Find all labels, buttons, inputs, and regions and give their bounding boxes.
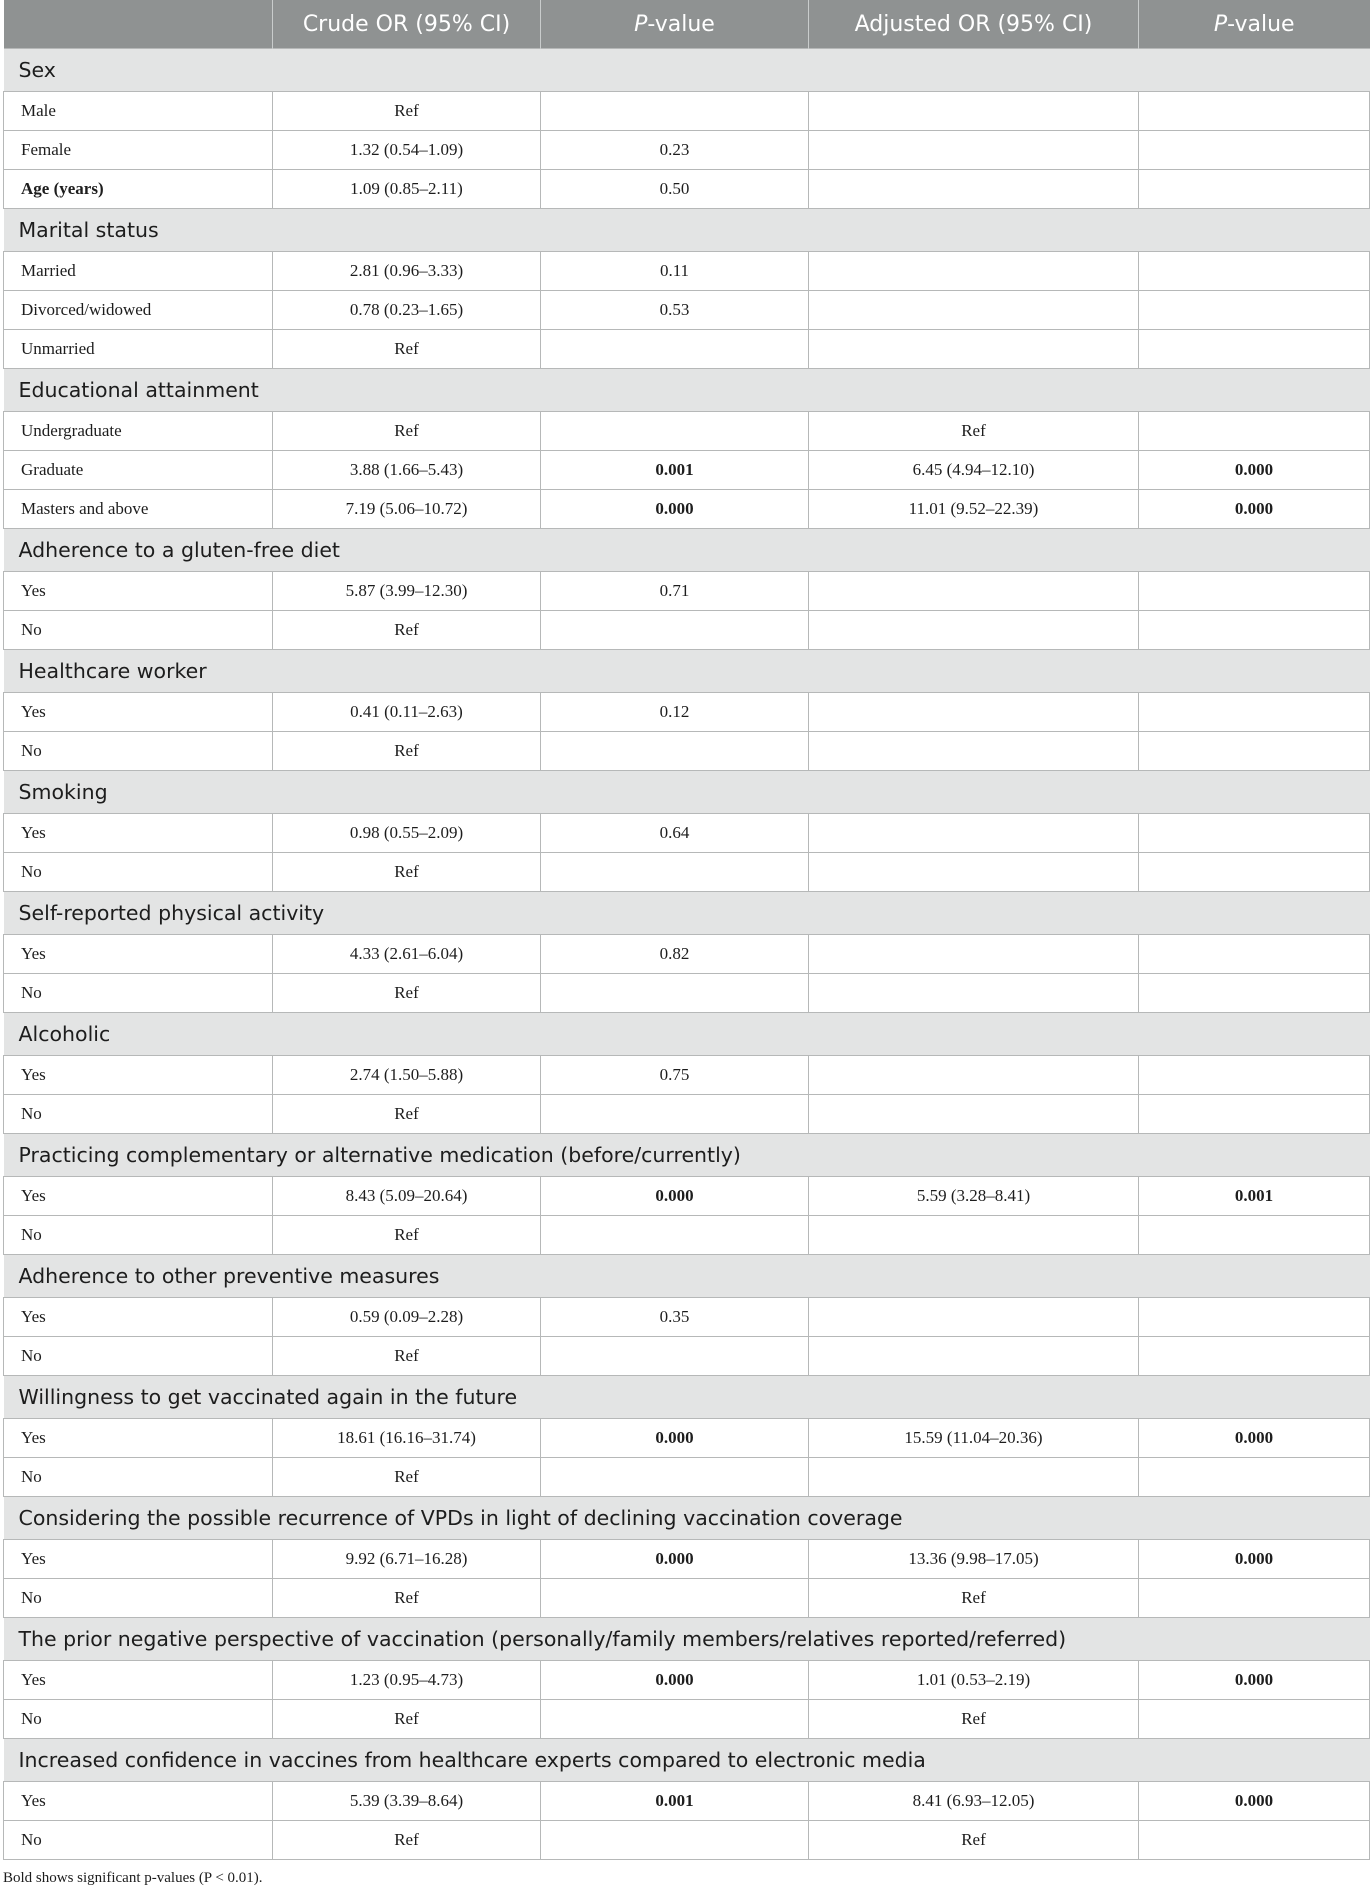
crude-or-cell: 2.74 (1.50–5.88): [273, 1056, 541, 1095]
adjusted-or-cell: 15.59 (11.04–20.36): [809, 1419, 1139, 1458]
table-row: [4, 1458, 1370, 1497]
row-label: Graduate: [4, 451, 273, 490]
adjusted-or-cell: 8.41 (6.93–12.05): [809, 1782, 1139, 1821]
p-value-cell: 0.75: [541, 1056, 809, 1095]
table-row: [4, 1782, 1370, 1821]
table-row: [4, 490, 1370, 529]
row-label: No: [4, 1458, 273, 1497]
row-label: Male: [4, 92, 273, 131]
group-label: Increased confidence in vaccines from healthcare experts compared to electronic media: [4, 1739, 1370, 1782]
group-header-row: [4, 369, 1370, 412]
adjusted-p-value-cell: [1139, 170, 1370, 209]
table-row: [4, 693, 1370, 732]
row-label: No: [4, 853, 273, 892]
table-row: [4, 1821, 1370, 1860]
group-header-row: [4, 209, 1370, 252]
row-label: Yes: [4, 1298, 273, 1337]
table-row: [4, 1095, 1370, 1134]
table-row: [4, 92, 1370, 131]
p-value-cell: 0.53: [541, 291, 809, 330]
adjusted-p-value-cell: [1139, 1056, 1370, 1095]
table-row: [4, 291, 1370, 330]
crude-or-cell: Ref: [273, 1700, 541, 1739]
row-label: No: [4, 1216, 273, 1255]
table-row: [4, 1337, 1370, 1376]
adjusted-p-value-cell: [1139, 974, 1370, 1013]
group-header-row: [4, 1255, 1370, 1298]
row-label: No: [4, 611, 273, 650]
group-header-row: [4, 771, 1370, 814]
p-value-cell: [541, 1458, 809, 1497]
adjusted-p-value-cell: [1139, 853, 1370, 892]
crude-or-cell: 7.19 (5.06–10.72): [273, 490, 541, 529]
adjusted-or-cell: [809, 1056, 1139, 1095]
adjusted-p-value-cell: [1139, 1700, 1370, 1739]
group-label: Sex: [4, 49, 1370, 92]
p-value-cell: 0.001: [541, 451, 809, 490]
row-label: Yes: [4, 935, 273, 974]
table-row: [4, 1661, 1370, 1700]
p-value-cell: 0.000: [541, 1661, 809, 1700]
adjusted-p-value-cell: [1139, 1095, 1370, 1134]
group-label: Willingness to get vaccinated again in the future: [4, 1376, 1370, 1419]
crude-or-cell: 5.87 (3.99–12.30): [273, 572, 541, 611]
p-value-cell: [541, 412, 809, 451]
p-value-cell: [541, 853, 809, 892]
crude-or-cell: 3.88 (1.66–5.43): [273, 451, 541, 490]
table-row: [4, 170, 1370, 209]
group-label: Considering the possible recurrence of VPDs in light of declining vaccination coverage: [4, 1497, 1370, 1540]
crude-or-cell: Ref: [273, 330, 541, 369]
table-row: [4, 1298, 1370, 1337]
p-value-cell: [541, 732, 809, 771]
row-label: Yes: [4, 1177, 273, 1216]
adjusted-p-value-cell: [1139, 814, 1370, 853]
row-label: Female: [4, 131, 273, 170]
group-header-row: [4, 1618, 1370, 1661]
adjusted-or-cell: [809, 935, 1139, 974]
p-value-cell: [541, 1700, 809, 1739]
adjusted-p-value-cell: 0.000: [1139, 490, 1370, 529]
adjusted-or-cell: Ref: [809, 1579, 1139, 1618]
group-label: The prior negative perspective of vaccination (personally/family members/relatives reported/referred): [4, 1618, 1370, 1661]
crude-or-cell: 0.59 (0.09–2.28): [273, 1298, 541, 1337]
p-value-cell: 0.000: [541, 1419, 809, 1458]
table-row: [4, 974, 1370, 1013]
adjusted-or-cell: [809, 330, 1139, 369]
crude-or-cell: 18.61 (16.16–31.74): [273, 1419, 541, 1458]
crude-or-cell: Ref: [273, 1095, 541, 1134]
row-label: Yes: [4, 572, 273, 611]
adjusted-p-value-cell: 0.000: [1139, 451, 1370, 490]
crude-or-cell: Ref: [273, 92, 541, 131]
table-row: [4, 1540, 1370, 1579]
row-label: Yes: [4, 814, 273, 853]
table-row: [4, 451, 1370, 490]
header-p2-italic: P: [1213, 11, 1228, 37]
table-row: [4, 611, 1370, 650]
crude-or-cell: Ref: [273, 1821, 541, 1860]
header-p-italic: P: [634, 11, 648, 37]
group-header-row: [4, 1134, 1370, 1177]
adjusted-p-value-cell: [1139, 412, 1370, 451]
adjusted-or-cell: Ref: [809, 1821, 1139, 1860]
regression-table: [3, 0, 1370, 1860]
group-label: Smoking: [4, 771, 1370, 814]
p-value-cell: 0.64: [541, 814, 809, 853]
adjusted-or-cell: [809, 732, 1139, 771]
crude-or-cell: 4.33 (2.61–6.04): [273, 935, 541, 974]
row-label: Yes: [4, 1540, 273, 1579]
adjusted-p-value-cell: [1139, 693, 1370, 732]
table-row: [4, 572, 1370, 611]
table-row: [4, 1419, 1370, 1458]
adjusted-or-cell: [809, 252, 1139, 291]
header-p2-rest: -value: [1227, 11, 1295, 37]
adjusted-p-value-cell: [1139, 572, 1370, 611]
adjusted-p-value-cell: 0.000: [1139, 1661, 1370, 1700]
adjusted-or-cell: Ref: [809, 1700, 1139, 1739]
crude-or-cell: Ref: [273, 732, 541, 771]
group-header-row: [4, 1739, 1370, 1782]
table-body: [4, 49, 1370, 1860]
adjusted-p-value-cell: [1139, 291, 1370, 330]
group-label: Practicing complementary or alternative medication (before/currently): [4, 1134, 1370, 1177]
crude-or-cell: Ref: [273, 1458, 541, 1497]
group-label: Marital status: [4, 209, 1370, 252]
row-label: No: [4, 1579, 273, 1618]
p-value-cell: [541, 1337, 809, 1376]
adjusted-p-value-cell: [1139, 1298, 1370, 1337]
p-value-cell: 0.71: [541, 572, 809, 611]
adjusted-p-value-cell: 0.001: [1139, 1177, 1370, 1216]
p-value-cell: [541, 611, 809, 650]
adjusted-or-cell: [809, 291, 1139, 330]
adjusted-or-cell: [809, 1337, 1139, 1376]
table-footnote: Bold shows significant p-values (P < 0.01).: [3, 1870, 263, 1886]
p-value-cell: [541, 330, 809, 369]
row-label: No: [4, 1700, 273, 1739]
table-row: [4, 853, 1370, 892]
table-row: [4, 1579, 1370, 1618]
adjusted-p-value-cell: [1139, 732, 1370, 771]
adjusted-p-value-cell: [1139, 1579, 1370, 1618]
adjusted-or-cell: [809, 853, 1139, 892]
header-adjusted-or: Adjusted OR (95% CI): [809, 0, 1139, 49]
row-label: Yes: [4, 693, 273, 732]
crude-or-cell: Ref: [273, 1216, 541, 1255]
row-label: No: [4, 974, 273, 1013]
p-value-cell: 0.35: [541, 1298, 809, 1337]
crude-or-cell: 2.81 (0.96–3.33): [273, 252, 541, 291]
adjusted-or-cell: [809, 611, 1139, 650]
adjusted-or-cell: [809, 1298, 1139, 1337]
crude-or-cell: 1.23 (0.95–4.73): [273, 1661, 541, 1700]
p-value-cell: [541, 1821, 809, 1860]
group-header-row: [4, 1376, 1370, 1419]
table-row: [4, 131, 1370, 170]
row-label: Undergraduate: [4, 412, 273, 451]
adjusted-p-value-cell: [1139, 1458, 1370, 1497]
group-header-row: [4, 650, 1370, 693]
adjusted-or-cell: [809, 1095, 1139, 1134]
group-header-row: [4, 892, 1370, 935]
header-row: [4, 0, 1370, 49]
row-label: No: [4, 1095, 273, 1134]
crude-or-cell: Ref: [273, 1579, 541, 1618]
adjusted-or-cell: [809, 814, 1139, 853]
adjusted-p-value-cell: [1139, 252, 1370, 291]
p-value-cell: 0.23: [541, 131, 809, 170]
adjusted-or-cell: [809, 1216, 1139, 1255]
row-label: No: [4, 732, 273, 771]
adjusted-or-cell: 1.01 (0.53–2.19): [809, 1661, 1139, 1700]
adjusted-p-value-cell: [1139, 1821, 1370, 1860]
adjusted-p-value-cell: [1139, 935, 1370, 974]
group-label: Healthcare worker: [4, 650, 1370, 693]
p-value-cell: [541, 1216, 809, 1255]
row-label: No: [4, 1337, 273, 1376]
row-label: Age (years): [4, 170, 273, 209]
table-row: [4, 330, 1370, 369]
crude-or-cell: Ref: [273, 611, 541, 650]
adjusted-or-cell: [809, 170, 1139, 209]
crude-or-cell: Ref: [273, 1337, 541, 1376]
table-row: [4, 1177, 1370, 1216]
adjusted-p-value-cell: [1139, 1337, 1370, 1376]
p-value-cell: 0.11: [541, 252, 809, 291]
row-label: Unmarried: [4, 330, 273, 369]
header-crude-or: Crude OR (95% CI): [273, 0, 541, 49]
crude-or-cell: 8.43 (5.09–20.64): [273, 1177, 541, 1216]
header-variable: [4, 0, 273, 49]
table-row: [4, 732, 1370, 771]
group-header-row: [4, 529, 1370, 572]
group-label: Educational attainment: [4, 369, 1370, 412]
adjusted-or-cell: [809, 1458, 1139, 1497]
crude-or-cell: 1.09 (0.85–2.11): [273, 170, 541, 209]
group-label: Self-reported physical activity: [4, 892, 1370, 935]
p-value-cell: 0.000: [541, 490, 809, 529]
row-label: Yes: [4, 1419, 273, 1458]
adjusted-or-cell: 11.01 (9.52–22.39): [809, 490, 1139, 529]
adjusted-p-value-cell: 0.000: [1139, 1419, 1370, 1458]
group-label: Alcoholic: [4, 1013, 1370, 1056]
p-value-cell: 0.50: [541, 170, 809, 209]
adjusted-or-cell: Ref: [809, 412, 1139, 451]
row-label: Married: [4, 252, 273, 291]
p-value-cell: 0.12: [541, 693, 809, 732]
adjusted-or-cell: 5.59 (3.28–8.41): [809, 1177, 1139, 1216]
header-adjusted-p-value: [1139, 0, 1370, 49]
adjusted-or-cell: 6.45 (4.94–12.10): [809, 451, 1139, 490]
crude-or-cell: 0.41 (0.11–2.63): [273, 693, 541, 732]
adjusted-or-cell: [809, 693, 1139, 732]
header-p-rest: -value: [647, 11, 715, 37]
group-label: Adherence to a gluten-free diet: [4, 529, 1370, 572]
row-label: Yes: [4, 1782, 273, 1821]
row-label: Divorced/widowed: [4, 291, 273, 330]
row-label: Yes: [4, 1661, 273, 1700]
crude-or-cell: 0.78 (0.23–1.65): [273, 291, 541, 330]
adjusted-p-value-cell: [1139, 92, 1370, 131]
row-label: Yes: [4, 1056, 273, 1095]
adjusted-or-cell: [809, 131, 1139, 170]
adjusted-p-value-cell: [1139, 611, 1370, 650]
group-header-row: [4, 49, 1370, 92]
crude-or-cell: 9.92 (6.71–16.28): [273, 1540, 541, 1579]
crude-or-cell: 0.98 (0.55–2.09): [273, 814, 541, 853]
adjusted-p-value-cell: 0.000: [1139, 1540, 1370, 1579]
p-value-cell: 0.000: [541, 1540, 809, 1579]
table-row: [4, 935, 1370, 974]
adjusted-p-value-cell: [1139, 330, 1370, 369]
p-value-cell: 0.82: [541, 935, 809, 974]
row-label: Masters and above: [4, 490, 273, 529]
p-value-cell: [541, 1579, 809, 1618]
crude-or-cell: Ref: [273, 853, 541, 892]
crude-or-cell: Ref: [273, 974, 541, 1013]
p-value-cell: 0.001: [541, 1782, 809, 1821]
adjusted-or-cell: [809, 572, 1139, 611]
table-row: [4, 1700, 1370, 1739]
row-label: No: [4, 1821, 273, 1860]
table-row: [4, 1216, 1370, 1255]
table-row: [4, 412, 1370, 451]
table-row: [4, 814, 1370, 853]
adjusted-p-value-cell: [1139, 131, 1370, 170]
adjusted-p-value-cell: [1139, 1216, 1370, 1255]
adjusted-or-cell: [809, 92, 1139, 131]
p-value-cell: [541, 92, 809, 131]
p-value-cell: [541, 974, 809, 1013]
adjusted-or-cell: [809, 974, 1139, 1013]
header-p-value: [541, 0, 809, 49]
adjusted-p-value-cell: 0.000: [1139, 1782, 1370, 1821]
adjusted-or-cell: 13.36 (9.98–17.05): [809, 1540, 1139, 1579]
crude-or-cell: 1.32 (0.54–1.09): [273, 131, 541, 170]
crude-or-cell: Ref: [273, 412, 541, 451]
group-header-row: [4, 1013, 1370, 1056]
crude-or-cell: 5.39 (3.39–8.64): [273, 1782, 541, 1821]
p-value-cell: 0.000: [541, 1177, 809, 1216]
table-row: [4, 1056, 1370, 1095]
group-header-row: [4, 1497, 1370, 1540]
p-value-cell: [541, 1095, 809, 1134]
table-row: [4, 252, 1370, 291]
group-label: Adherence to other preventive measures: [4, 1255, 1370, 1298]
